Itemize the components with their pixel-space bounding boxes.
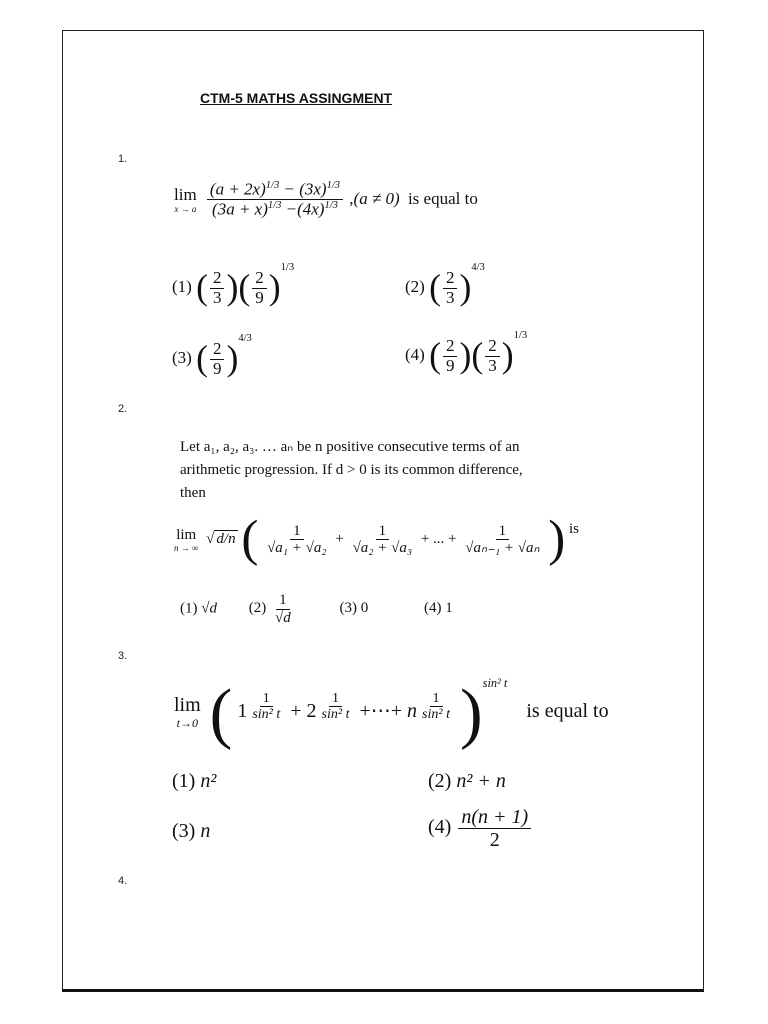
q3-option-4: (4) $\frac{n(n + 1)}{2}$ bbox=[428, 806, 533, 851]
q1-option-1: (1) ( $\frac{2}{3}$ )( $\frac{2}{9}$ )$^{1/3}$ bbox=[172, 262, 295, 308]
question-number-2: 2. bbox=[118, 403, 128, 415]
q3-option-2: (2) n² + n bbox=[428, 770, 506, 792]
q2-options bbox=[180, 592, 453, 626]
q1-fraction: $\frac{(a + 2x)^{1/3} - (3x)^{1/3}}{(3a + x)^{1/3} -(4x)^{1/3}}$ bbox=[207, 180, 343, 220]
q2-option-4: (4) 1 bbox=[423, 600, 453, 617]
q3-expression: lim t→0 ( 1 $^{\frac{1}{\text{sin² t}}}$ + 2 $^{\frac{1}{\text{sin² t}}}$ +⋯+ n $^{\frac{1}{\text{sin² t}}}$ )$^{sin^2 t}$ is equal to bbox=[174, 674, 609, 751]
q2-statement: Let a₁, a₂, a₃. … aₙ be n positive consecutive terms of an arithmetic progression. If d > 0 is its common difference, then bbox=[180, 439, 523, 501]
q1-option-2: (2) ( $\frac{2}{3}$ )$^{4/3}$ bbox=[405, 262, 485, 308]
question-number-1: 1. bbox=[118, 153, 128, 165]
q1-option-3: (3) ( $\frac{2}{9}$ )$^{4/3}$ bbox=[172, 333, 252, 379]
q2-option-3: (3) 0 bbox=[339, 600, 369, 617]
question-number-4: 4. bbox=[118, 875, 128, 887]
q3-option-3: (3) n bbox=[172, 820, 211, 842]
q2-option-2: (2) $\frac{1}{√d}$ bbox=[248, 592, 291, 626]
q1-limit: lim x → a bbox=[174, 185, 197, 215]
question-number-3: 3. bbox=[118, 650, 128, 662]
q2-expression: lim n → ∞ √ d/n ( $\frac{1}{\text{√a₁ + √a₂}}$ + $\frac{1}{\text{√a₂ + √a₃}}$ + ... + $\frac{1}{\text{√aₙ₋₁ + √aₙ}}$ ) is bbox=[174, 511, 579, 567]
q3-option-1: (1) n² bbox=[172, 770, 217, 792]
page-title: CTM-5 MATHS ASSINGMENT bbox=[200, 90, 393, 106]
q2-option-1: (1) √d bbox=[180, 600, 217, 617]
q1-expression: lim x → a $\frac{(a + 2x)^{1/3} - (3x)^{1/3}}{(3a + x)^{1/3} -(4x)^{1/3}}$ ,(a ≠ 0) is equal to bbox=[174, 179, 478, 219]
q1-option-4: (4) ( $\frac{2}{9}$ )( $\frac{2}{3}$ )$^{1/3}$ bbox=[405, 330, 528, 376]
assignment-page bbox=[62, 30, 704, 992]
